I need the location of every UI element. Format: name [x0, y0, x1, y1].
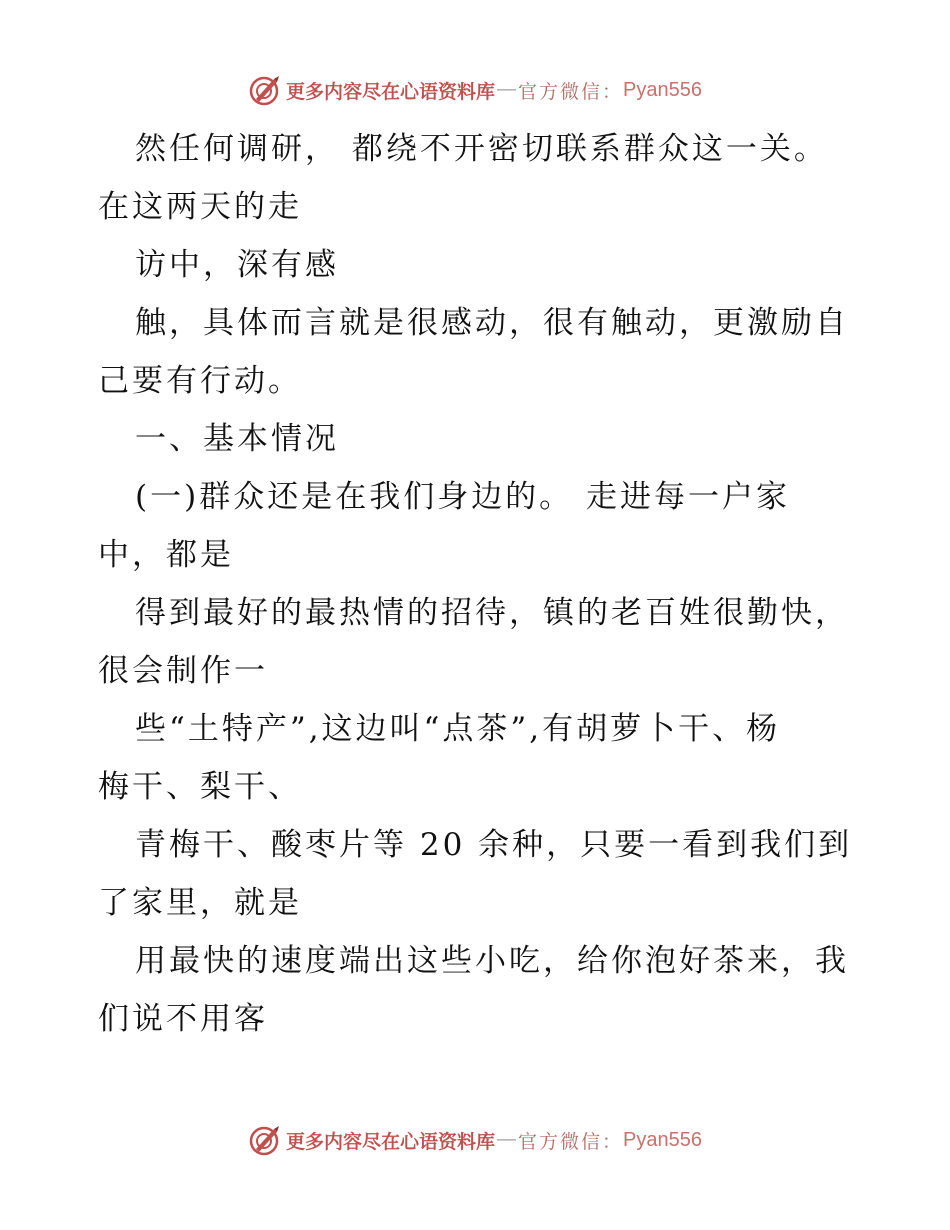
section-heading: 一、基本情况: [135, 421, 339, 457]
header-banner: [0, 70, 950, 110]
body-line: 了家里，就是: [98, 885, 302, 921]
footer-wechat-label: 官方微信：: [518, 1130, 624, 1153]
footer-banner: [0, 1120, 950, 1160]
header-wechat-handle: Pyan556: [623, 78, 702, 101]
body-line: (一)群众还是在我们身边的。 走进每一户家: [135, 479, 791, 515]
body-line: 在这两天的走: [98, 189, 302, 225]
body-line: 得到最好的最热情的招待，镇的老百姓很勤快，: [135, 595, 849, 631]
document-body: [98, 120, 858, 1048]
logo-icon: [248, 1123, 282, 1157]
header-brand-text: 更多内容尽在心语资料库: [286, 80, 496, 103]
header-wechat-label: 官方微信：: [518, 80, 624, 103]
footer-brand-text: 更多内容尽在心语资料库: [286, 1130, 496, 1153]
body-line: 些“土特产”,这边叫“点茶”,有胡萝卜干、杨: [135, 711, 781, 747]
body-line: 青梅干、酸枣片等 20 余种，只要一看到我们到: [135, 827, 853, 863]
body-line: 触，具体而言就是很感动，很有触动，更激励自: [135, 305, 849, 341]
body-line: 己要有行动。: [98, 363, 302, 399]
body-line: 很会制作一: [98, 653, 268, 689]
header-separator: —: [497, 79, 517, 100]
body-line: 梅干、梨干、: [98, 769, 302, 805]
body-line: 然任何调研， 都绕不开密切联系群众这一关。: [135, 131, 828, 167]
logo-icon: [248, 73, 282, 107]
body-line: 用最快的速度端出这些小吃，给你泡好茶来，我: [135, 943, 849, 979]
footer-wechat-handle: Pyan556: [623, 1128, 702, 1151]
footer-separator: —: [497, 1129, 517, 1150]
body-line: 中，都是: [98, 537, 234, 573]
body-line: 们说不用客: [98, 1001, 268, 1037]
body-line: 访中，深有感: [135, 247, 339, 283]
